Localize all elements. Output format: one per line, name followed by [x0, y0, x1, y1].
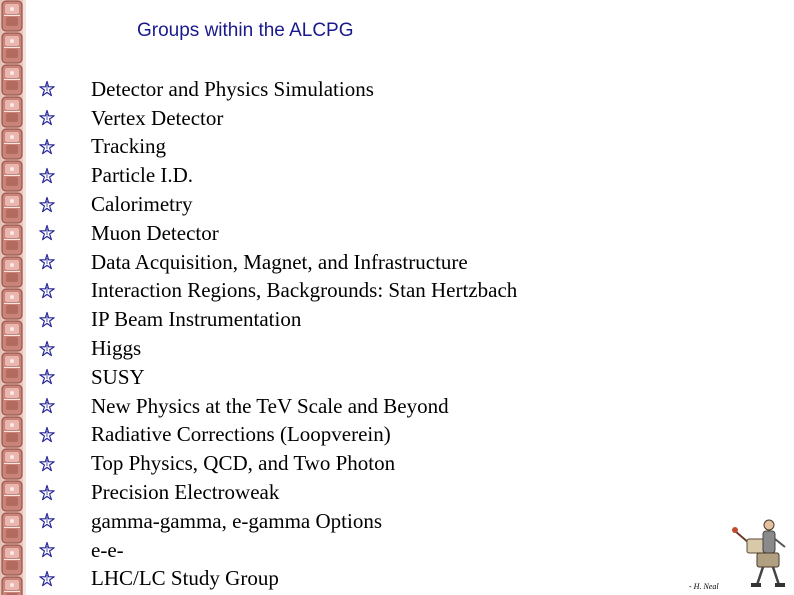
- list-item: [38, 277, 517, 306]
- bullet-text: Top Physics, QCD, and Two Photon: [91, 451, 396, 476]
- star-icon: [38, 311, 56, 329]
- star-icon: [38, 138, 56, 156]
- star-icon: [38, 426, 56, 444]
- bullet-text: Higgs: [91, 336, 142, 361]
- list-item: [38, 421, 517, 450]
- signature: - H. Neal: [689, 582, 719, 591]
- star-icon: [38, 484, 56, 502]
- bullet-text: Tracking: [91, 134, 167, 159]
- bullet-text: IP Beam Instrumentation: [91, 307, 302, 332]
- bullet-text: LHC/LC Study Group: [91, 566, 279, 591]
- bullet-text: Vertex Detector: [91, 105, 224, 130]
- list-item: [38, 536, 517, 565]
- bullet-text: Particle I.D.: [91, 163, 194, 188]
- decorative-border: [0, 0, 26, 595]
- list-item: [38, 305, 517, 334]
- bullet-text: gamma-gamma, e-gamma Options: [91, 508, 382, 533]
- bullet-text: New Physics at the TeV Scale and Beyond: [91, 393, 449, 418]
- star-icon: [38, 109, 56, 127]
- star-icon: [38, 167, 56, 185]
- bullet-text: Data Acquisition, Magnet, and Infrastructure: [91, 249, 468, 274]
- list-item: [38, 75, 517, 104]
- star-icon: [38, 368, 56, 386]
- star-icon: [38, 253, 56, 271]
- list-item: [38, 219, 517, 248]
- list-item: [38, 133, 517, 162]
- list-item: [38, 248, 517, 277]
- list-item: [38, 363, 517, 392]
- star-icon: [38, 570, 56, 588]
- bullet-text: SUSY: [91, 364, 145, 389]
- list-item: [38, 334, 517, 363]
- star-icon: [38, 541, 56, 559]
- list-item: [38, 449, 517, 478]
- star-icon: [38, 455, 56, 473]
- figure-illustration: [727, 517, 787, 591]
- bullet-text: Interaction Regions, Backgrounds: Stan Hertzbach: [91, 278, 518, 303]
- star-icon: [38, 224, 56, 242]
- star-icon: [38, 282, 56, 300]
- list-item: [38, 104, 517, 133]
- list-item: [38, 478, 517, 507]
- bullet-text: Detector and Physics Simulations: [91, 76, 374, 101]
- slide-title: Groups within the ALCPG: [137, 20, 354, 41]
- star-icon: [38, 397, 56, 415]
- star-icon: [38, 80, 56, 98]
- list-item: [38, 190, 517, 219]
- bullet-text: Radiative Corrections (Loopverein): [91, 422, 391, 447]
- list-item: [38, 565, 517, 594]
- list-item: [38, 392, 517, 421]
- star-icon: [38, 196, 56, 214]
- bullet-text: Precision Electroweak: [91, 480, 280, 505]
- bullet-text: Muon Detector: [91, 220, 219, 245]
- star-icon: [38, 340, 56, 358]
- star-icon: [38, 512, 56, 530]
- bullet-text: e-e-: [91, 537, 124, 562]
- list-item: [38, 161, 517, 190]
- list-item: [38, 507, 517, 536]
- bullet-text: Calorimetry: [91, 192, 193, 217]
- bullet-list: [38, 75, 517, 593]
